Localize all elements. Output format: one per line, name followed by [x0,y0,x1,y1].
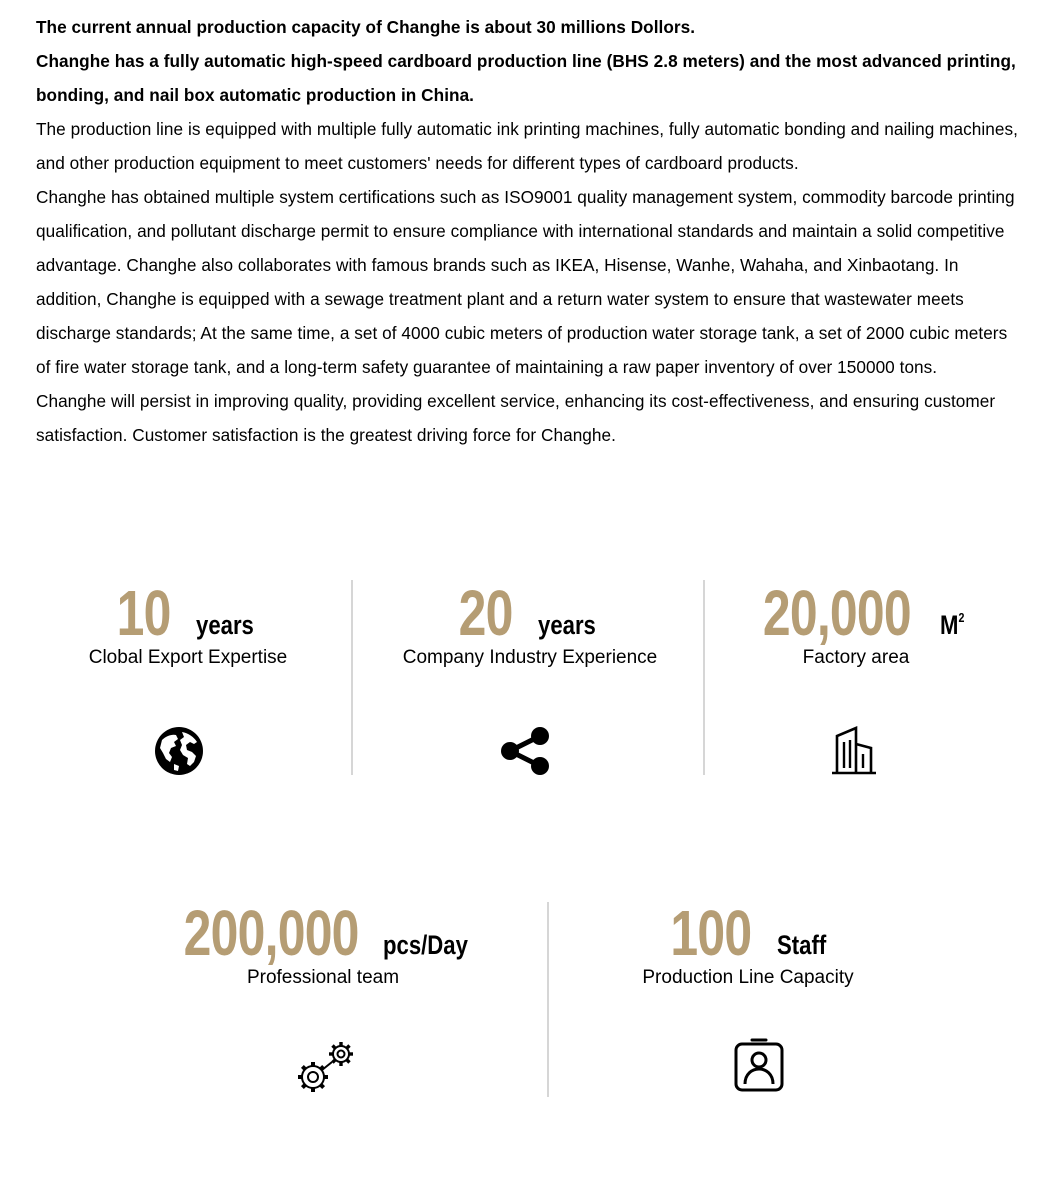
divider [547,902,549,1097]
stat-label: Production Line Capacity [642,967,854,988]
intro-paragraph: The production line is equipped with multiple fully automatic ink printing machines, fully automatic bonding and nailing machines, and other production equipment to meet customers' needs for different types of cardboard products. [36,119,1018,173]
stat-label: Company Industry Experience [402,647,658,668]
stat-unit: Staff [776,930,827,960]
badge-icon [734,1038,784,1092]
stat-label: Factory area [802,647,910,668]
stat-number: 10 [116,577,171,649]
intro-paragraph: Changhe will persist in improving quality, providing excellent service, enhancing its cost-effectiveness, and ensuring customer satisfaction. Customer satisfaction is the greatest driving force for Changhe. [36,391,996,445]
stat-export-expertise [28,577,348,670]
stat-staff [590,897,906,990]
stat-industry-experience [370,577,690,670]
share-icon [500,726,550,776]
intro-bold-line: The current annual production capacity of Changhe is about 30 millions Dollors. [36,17,696,37]
stat-unit: pcs/Day [383,930,469,960]
stat-unit: years [538,610,597,640]
intro-text [36,10,1026,452]
stat-label: Professional team [246,967,400,988]
building-icon [831,726,877,776]
gears-icon [292,1038,358,1098]
stat-unit: $M^2$ [940,610,965,640]
stat-unit: years [196,610,255,640]
stat-number: 100 [670,897,752,969]
divider [351,580,353,775]
stat-label: Clobal Export Expertise [88,647,288,668]
stat-number: 200,000 [183,897,359,969]
intro-paragraph: Changhe has obtained multiple system certifications such as ISO9001 quality management system, commodity barcode printing qualification, and pollutant discharge permit to ensure compliance with international standards and maintain a solid competitive advantage. Changhe also collaborates with famous brands such as IKEA, Hisense, Wanhe, Wahaha, and Xinbaotang. In addition, Changhe is equipped with a sewage treatment plant and a return water system to ensure that wastewater meets discharge standards; At the same time, a set of 4000 cubic meters of production water storage tank, a set of 2000 cubic meters of fire water storage tank, and a long-term safety guarantee of maintaining a raw paper inventory of over 150000 tons. [36,187,1015,377]
stat-number: 20,000 [763,577,912,649]
stat-number: 20 [458,577,513,649]
stat-factory-area [700,577,1012,670]
globe-icon [154,726,204,776]
stat-daily-output [160,897,486,990]
stat-unit-sup: 2 [958,610,965,625]
intro-bold-line: Changhe has a fully automatic high-speed cardboard production line (BHS 2.8 meters) and the most advanced printing, bonding, and nail box automatic production in China. [36,51,1016,105]
